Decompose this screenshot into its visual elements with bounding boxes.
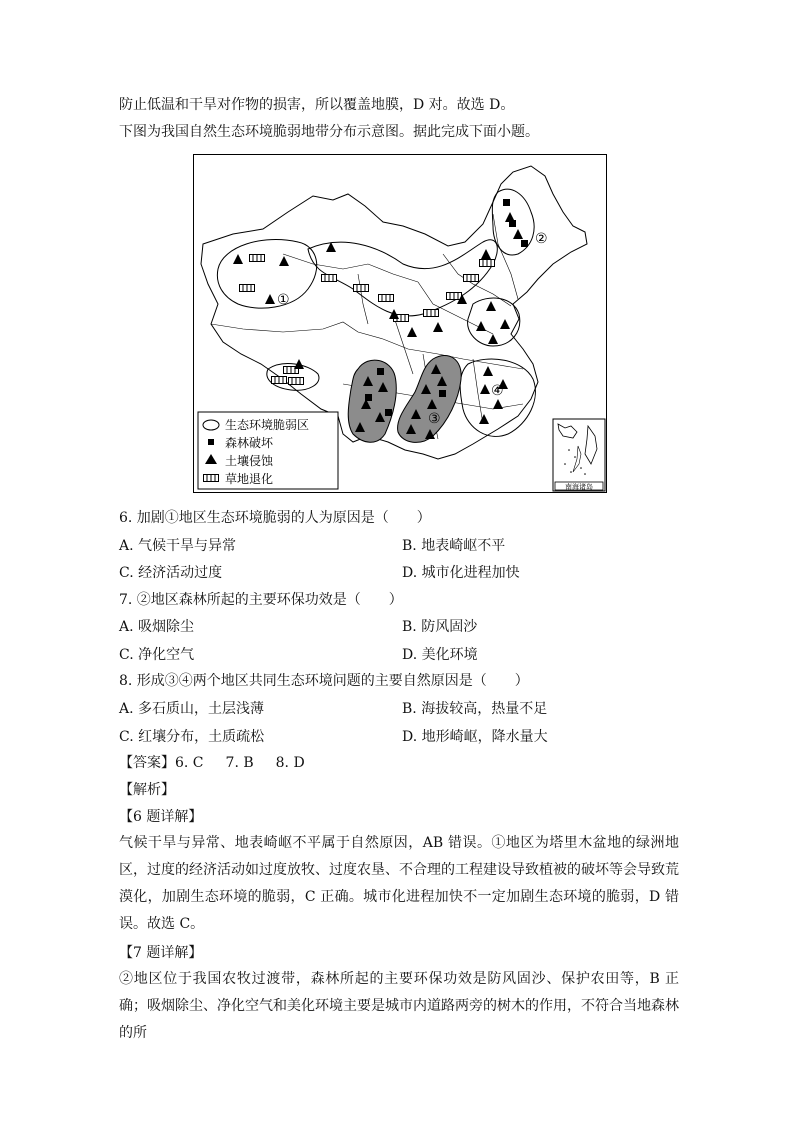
legend	[198, 412, 338, 489]
q7-option-a: A. 吸烟除尘	[119, 619, 195, 635]
legend-grass-icon	[204, 475, 219, 482]
q8-option-c: C. 红壤分布，土质疏松	[119, 729, 265, 745]
analysis-label: 【解析】	[119, 782, 175, 798]
q8-option-b: B. 海拔较高，热量不足	[402, 701, 548, 717]
south-china-sea-inset	[553, 419, 605, 491]
q7-option-d: D. 美化环境	[402, 647, 478, 663]
q6-stem: 6. 加剧①地区生态环境脆弱的人为原因是（ ）	[119, 510, 431, 526]
legend-label-0: 生态环境脆弱区	[225, 418, 310, 432]
detail7-label: 【7 题详解】	[119, 945, 203, 961]
answer-item-8: 8. D	[275, 755, 305, 771]
q6-option-a: A. 气候干旱与异常	[119, 538, 237, 554]
answer-item-6: 6. C	[175, 755, 204, 771]
answer-line	[119, 753, 305, 773]
region-label-4: ④	[491, 383, 504, 399]
answer-item-7: 7. B	[225, 755, 254, 771]
detail7-text: ②地区位于我国农牧过渡带，森林所起的主要环保功效是防风固沙、保护农田等，B 正确；吸烟除尘、净化空气和美化环境主要是城市内道路两旁的树木的作用，不符合当地森林的所	[119, 971, 679, 1041]
legend-label-1: 森林破坏	[225, 436, 274, 450]
detail6-text: 气候干旱与异常、地表崎岖不平属于自然原因，AB 错误。①地区为塔里木盆地的绿洲地区，过度的经济活动如过度放牧、过度农垦、不合理的工程建设导致植被的破坏等会导致荒漠化，加剧生态环境的脆弱，C 正确。城市化进程加快不一定加剧生态环境的脆弱，D 错误。故选 C。	[119, 835, 679, 932]
legend-square-icon	[208, 439, 214, 445]
region-label-3: ③	[428, 411, 441, 427]
figure-intro: 下图为我国自然生态环境脆弱地带分布示意图。据此完成下面小题。	[119, 124, 539, 140]
china-eco-fragile-map	[193, 154, 607, 493]
q6-option-b: B. 地表崎岖不平	[402, 538, 506, 554]
intro-line: 防止低温和干旱对作物的损害，所以覆盖地膜，D 对。故选 D。	[119, 97, 515, 113]
q7-option-c: C. 净化空气	[119, 647, 195, 663]
region-label-2: ②	[535, 231, 548, 247]
legend-label-2: 土壤侵蚀	[225, 454, 274, 468]
legend-label-3: 草地退化	[225, 472, 274, 486]
q8-stem: 8. 形成③④两个地区共同生态环境问题的主要自然原因是（ ）	[119, 673, 529, 689]
q8-option-a: A. 多石质山，土层浅薄	[119, 701, 265, 717]
q6-option-d: D. 城市化进程加快	[402, 565, 520, 581]
inset-label: 南海诸岛	[565, 483, 593, 491]
q8-option-d: D. 地形崎岖，降水量大	[402, 729, 548, 745]
q7-option-b: B. 防风固沙	[402, 619, 478, 635]
answer-label: 【答案】	[119, 755, 175, 771]
q7-stem: 7. ②地区森林所起的主要环保功效是（ ）	[119, 592, 403, 608]
q6-option-c: C. 经济活动过度	[119, 565, 223, 581]
legend-ellipse-icon	[203, 420, 219, 430]
region-label-1: ①	[277, 292, 290, 308]
detail6-label: 【6 题详解】	[119, 809, 203, 825]
